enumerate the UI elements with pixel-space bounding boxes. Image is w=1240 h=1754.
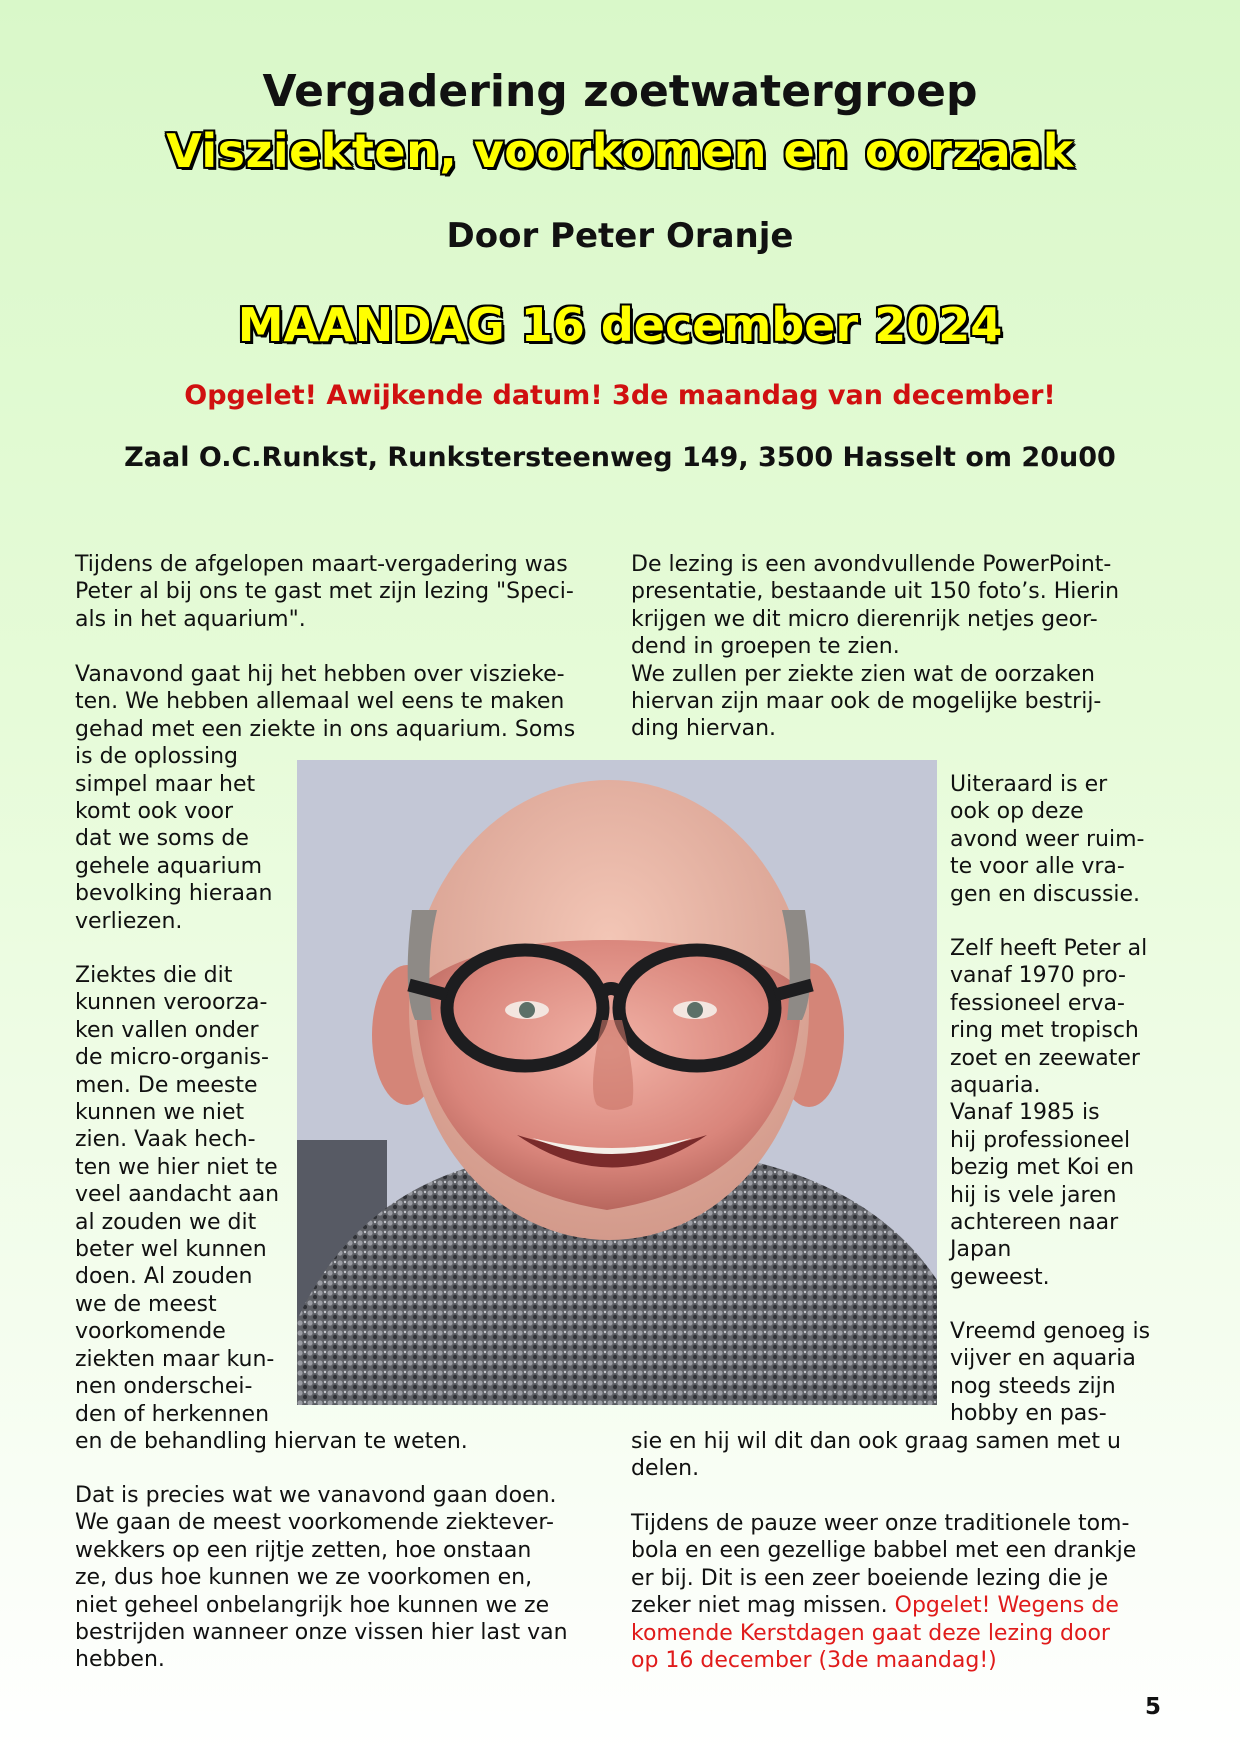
text-line: we de meest (75, 1291, 217, 1317)
text-line: Tijdens de pauze weer onze traditionele tom- (631, 1511, 1130, 1536)
text-line: simpel maar het (75, 771, 256, 797)
left-paragraph-1 (75, 551, 574, 633)
event-date: MAANDAG 16 december 2024 (237, 298, 1003, 352)
text-line: Ziektes die dit (75, 963, 233, 988)
text-line: ten. We hebben allemaal wel eens te maken (75, 689, 565, 715)
text-line: De lezing is een avondvullende PowerPoint- (631, 552, 1112, 577)
text-line: er bij. Dit is een zeer boeiende lezing die je (631, 1565, 1109, 1591)
text-line: hobby en pas- (950, 1401, 1107, 1427)
text-line: ook op deze (950, 799, 1084, 825)
right-paragraph-1 (631, 551, 1119, 743)
text-line: nen onderschei- (75, 1374, 253, 1400)
text-line: Vanaf 1985 is (950, 1100, 1100, 1126)
text-line: sie en hij wil dit dan ook graag samen met u (631, 1429, 1121, 1454)
text-line: dat we soms de (75, 826, 249, 852)
text-line: kunnen we niet (75, 1100, 245, 1126)
text-line: ziekten maar kun- (75, 1346, 275, 1372)
right-paragraph-3 (950, 935, 1147, 1291)
text-line: en de behandling hiervan te weten. (75, 1428, 468, 1454)
left-paragraph-4 (75, 1482, 568, 1674)
text-line: doen. Al zouden (75, 1264, 253, 1290)
text-line: krijgen we dit micro dierenrijk netjes geor- (631, 606, 1098, 632)
page-subtitle: Visziekten, voorkomen en oorzaak (166, 124, 1074, 178)
text-line: hij is vele jaren (950, 1182, 1117, 1208)
text-line: hij professioneel (950, 1127, 1131, 1153)
text-line: nog steeds zijn (950, 1373, 1116, 1399)
text-line: Dat is precies wat we vanavond gaan doen. (75, 1483, 557, 1508)
text-line (631, 1592, 1136, 1619)
right-paragraph-2 (950, 771, 1144, 908)
text-line: vanaf 1970 pro- (950, 963, 1126, 989)
right-paragraph-5 (631, 1510, 1136, 1674)
text-line: fessioneel erva- (950, 990, 1125, 1016)
text-line: We gaan de meest voorkomende ziektever- (75, 1510, 554, 1536)
text-line: bola en een gezellige babbel met een drankje (631, 1538, 1137, 1564)
text-line: ding hiervan. (631, 716, 777, 742)
text-line: de micro-organis- (75, 1045, 269, 1071)
text-line: voorkomende (75, 1319, 226, 1345)
text-line: Peter al bij ons te gast met zijn lezing "Speci- (75, 579, 574, 605)
text-line: wekkers op een rijtje zetten, hoe onstaan (75, 1537, 532, 1563)
text-line: gehad met een ziekte in ons aquarium. Soms (75, 716, 576, 742)
text-line: achtereen naar (950, 1210, 1119, 1236)
text-line: hiervan zijn maar ook de mogelijke bestrij- (631, 689, 1102, 715)
text-line: kunnen veroorza- (75, 990, 268, 1016)
warning-text: op 16 december (3de maandag!) (631, 1648, 997, 1674)
date-warning: Opgelet! Awijkende datum! 3de maandag van december! (184, 380, 1056, 411)
text-line: al zouden we dit (75, 1209, 257, 1235)
text-line: gehele aquarium (75, 853, 263, 879)
text-line: zien. Vaak hech- (75, 1127, 256, 1153)
text-line: niet geheel onbelangrijk hoe kunnen we ze (75, 1592, 550, 1618)
text-line: dend in groepen te zien. (631, 634, 900, 660)
text-line: presentatie, bestaande uit 150 foto’s. Hierin (631, 579, 1120, 605)
text-line: Vreemd genoeg is (950, 1319, 1151, 1344)
text-line: vijver en aquaria (950, 1346, 1136, 1372)
page-title: Vergadering zoetwatergroep (262, 66, 978, 117)
warning-text: Opgelet! Wegens de (894, 1593, 1119, 1619)
text-line: hebben. (75, 1647, 165, 1673)
text-line: zoet en zeewater (950, 1045, 1140, 1071)
text-line: verliezen. (75, 908, 183, 934)
text-line: avond weer ruim- (950, 826, 1145, 852)
text-line: bestrijden wanneer onze vissen hier last van (75, 1620, 568, 1646)
text-line: ze, dus hoe kunnen we ze voorkomen en, (75, 1565, 533, 1591)
page-number: 5 (1145, 1694, 1162, 1720)
text-line: Japan (950, 1237, 1012, 1263)
text-span: zeker niet mag missen. (631, 1593, 895, 1619)
text-line: bezig met Koi en (950, 1155, 1135, 1181)
text-line: Uiteraard is er (950, 772, 1108, 797)
warning-text: komende Kerstdagen gaat deze lezing door (631, 1620, 1110, 1646)
text-line: delen. (631, 1456, 700, 1482)
text-line: geweest. (950, 1264, 1050, 1290)
text-line: ring met tropisch (950, 1018, 1139, 1044)
text-line: ken vallen onder (75, 1017, 259, 1043)
text-line: aquaria. (950, 1073, 1041, 1099)
text-line: veel aandacht aan (75, 1182, 280, 1208)
text-line: als in het aquarium". (75, 606, 306, 632)
right-paragraph-4-wrap (950, 1318, 1150, 1428)
venue-line: Zaal O.C.Runkst, Runkstersteenweg 149, 3500 Hasselt om 20u00 (124, 442, 1116, 473)
text-line: ten we hier niet te (75, 1154, 278, 1180)
text-line: komt ook voor (75, 799, 234, 825)
text-line: beter wel kunnen (75, 1237, 267, 1263)
text-line: gen en discussie. (950, 881, 1141, 907)
author-line: Door Peter Oranje (446, 216, 794, 256)
text-line: den of herkennen (75, 1401, 270, 1427)
text-line: Tijdens de afgelopen maart-vergadering was (75, 552, 568, 577)
text-line: te voor alle vra- (950, 854, 1125, 880)
text-line: men. De meeste (75, 1072, 258, 1098)
text-line: is de oplossing (75, 744, 239, 770)
text-line: Vanavond gaat hij het hebben over viszieke- (75, 662, 565, 687)
text-line: We zullen per ziekte zien wat de oorzaken (631, 661, 1095, 687)
text-line: bevolking hieraan (75, 881, 273, 907)
text-line: Zelf heeft Peter al (950, 936, 1148, 961)
right-paragraph-4-full (631, 1428, 1121, 1483)
portrait-photo (297, 760, 937, 1405)
